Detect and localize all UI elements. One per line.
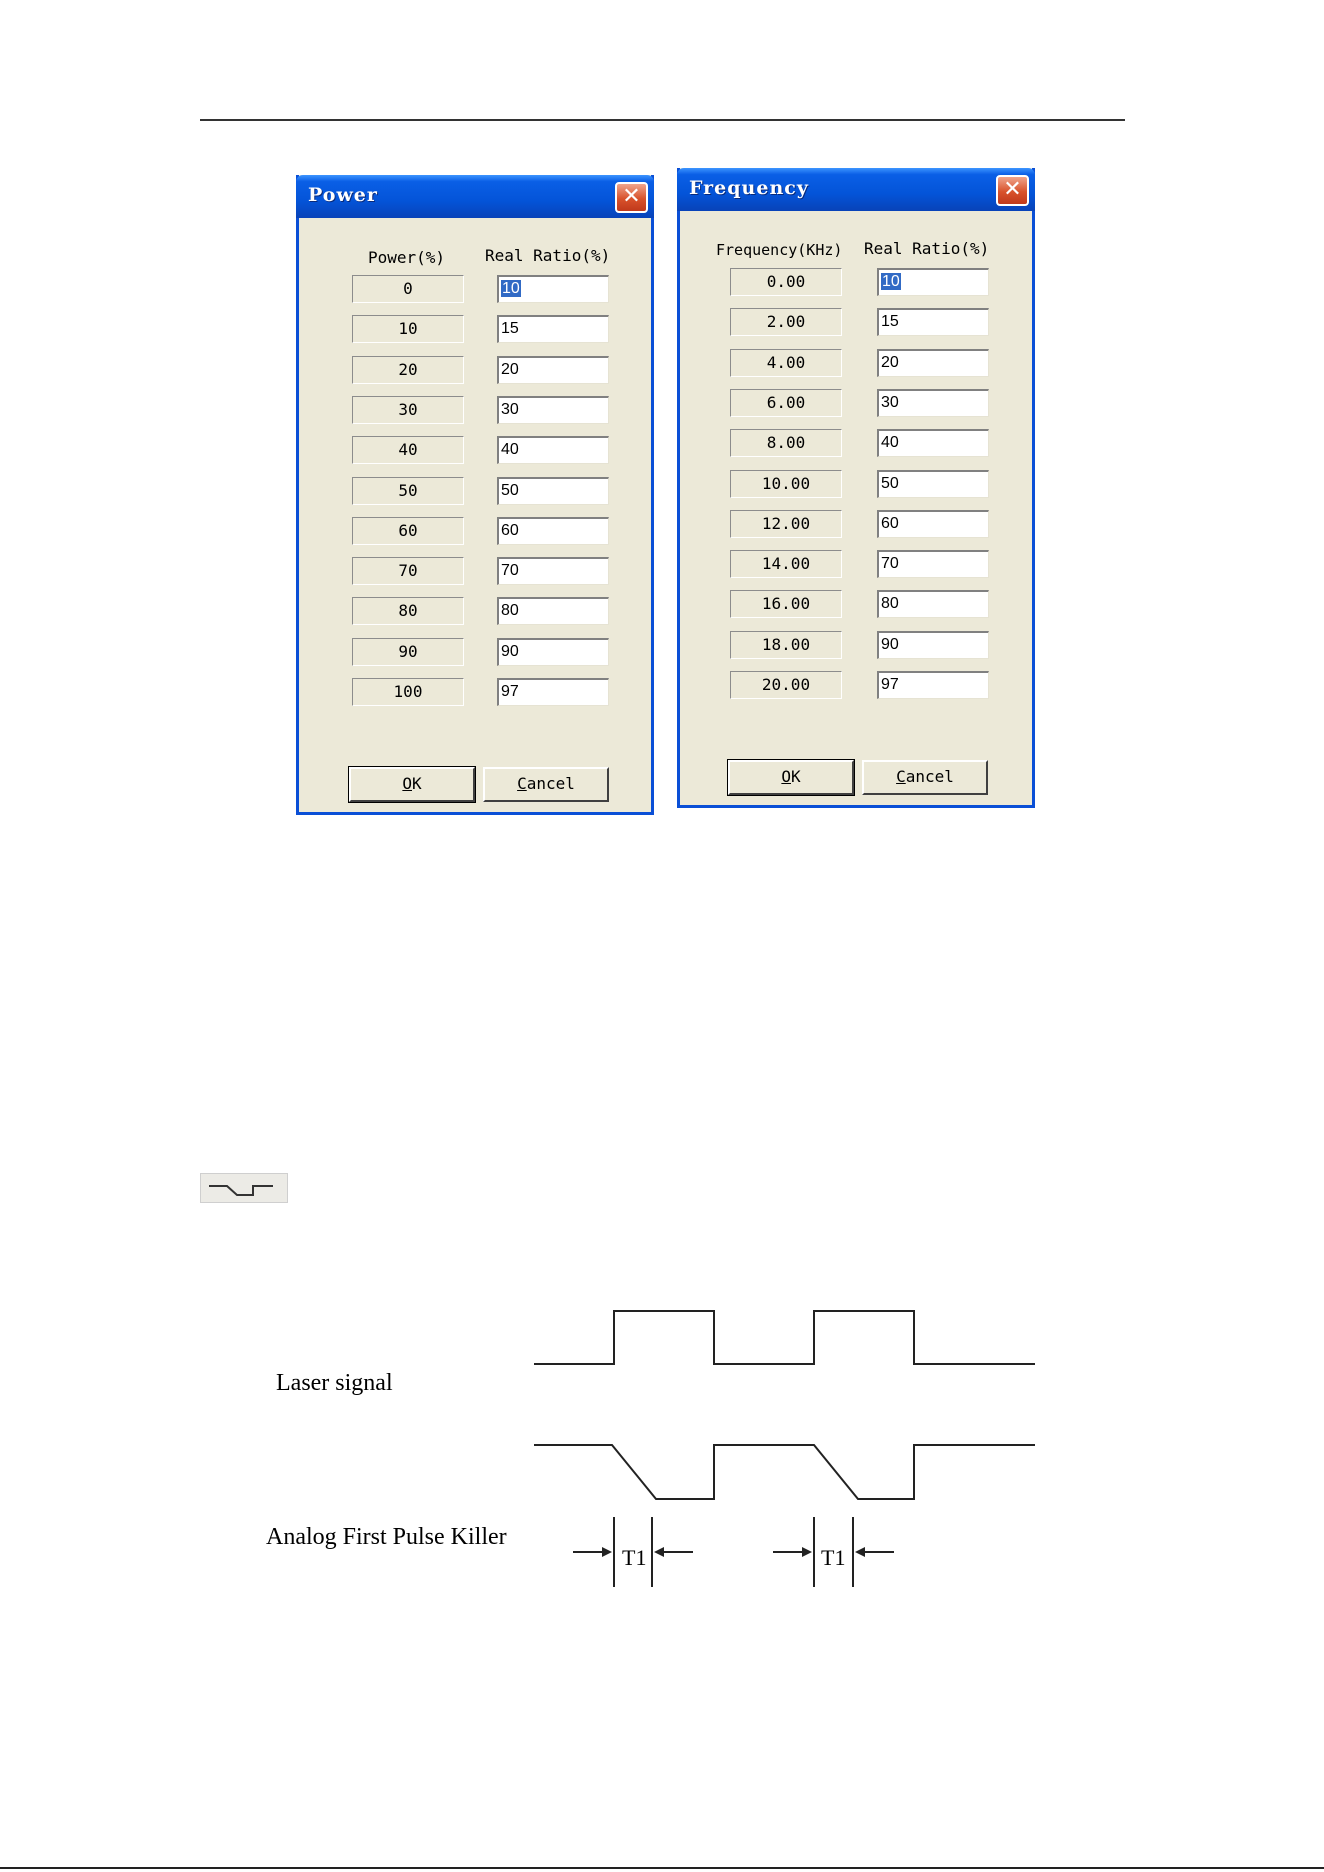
ok-label: K <box>791 767 801 786</box>
value-cell: 14.00 <box>730 550 842 578</box>
analog-first-pulse-killer-label: Analog First Pulse Killer <box>266 1524 507 1550</box>
real-ratio-input[interactable]: 15 <box>497 315 609 343</box>
frequency-column-header: Frequency(KHz) <box>716 241 843 259</box>
laser-signal-waveform <box>534 1311 1035 1364</box>
value-cell: 70 <box>352 557 464 585</box>
t1-label-2: T1 <box>821 1545 846 1570</box>
power-dialog-body <box>299 218 651 812</box>
cancel-label: ancel <box>905 767 954 786</box>
real-ratio-input[interactable]: 30 <box>497 396 609 424</box>
power-dialog-titlebar[interactable] <box>296 175 654 218</box>
real-ratio-input[interactable]: 40 <box>877 429 989 457</box>
real-ratio-input[interactable]: 97 <box>877 671 989 699</box>
real-ratio-input[interactable]: 90 <box>497 638 609 666</box>
frequency-dialog-body <box>680 211 1032 805</box>
table-row <box>299 678 651 712</box>
real-ratio-input[interactable]: 30 <box>877 389 989 417</box>
real-ratio-input[interactable]: 80 <box>497 597 609 625</box>
real-ratio-input[interactable]: 80 <box>877 590 989 618</box>
table-row <box>680 349 1032 383</box>
table-row <box>299 477 651 511</box>
table-row <box>680 671 1032 705</box>
frequency-dialog-titlebar[interactable] <box>677 168 1035 211</box>
value-cell: 100 <box>352 678 464 706</box>
value-cell: 2.00 <box>730 308 842 336</box>
frequency-dialog-title: Frequency <box>689 177 809 199</box>
value-cell: 50 <box>352 477 464 505</box>
value-cell: 20 <box>352 356 464 384</box>
selected-text: 10 <box>502 280 520 297</box>
real-ratio-input[interactable]: 40 <box>497 436 609 464</box>
ok-mnemonic: O <box>402 774 412 793</box>
table-row <box>680 470 1032 504</box>
real-ratio-column-header: Real Ratio(%) <box>864 239 990 258</box>
close-button[interactable]: ✕ <box>615 182 648 213</box>
value-cell: 10 <box>352 315 464 343</box>
value-cell: 20.00 <box>730 671 842 699</box>
real-ratio-input[interactable]: 20 <box>497 356 609 384</box>
value-cell: 16.00 <box>730 590 842 618</box>
value-cell: 10.00 <box>730 470 842 498</box>
value-cell: 60 <box>352 517 464 545</box>
selected-text: 10 <box>882 273 900 290</box>
real-ratio-input[interactable] <box>497 275 609 303</box>
real-ratio-column-header: Real Ratio(%) <box>485 246 611 265</box>
ok-mnemonic: O <box>781 767 791 786</box>
real-ratio-input[interactable]: 70 <box>877 550 989 578</box>
footer-rule <box>0 1867 1324 1869</box>
real-ratio-input[interactable]: 60 <box>877 510 989 538</box>
table-row <box>299 315 651 349</box>
table-row <box>299 396 651 430</box>
value-cell: 18.00 <box>730 631 842 659</box>
laser-signal-label: Laser signal <box>276 1370 393 1396</box>
ok-button[interactable] <box>349 767 475 802</box>
power-dialog <box>296 175 654 815</box>
table-row <box>680 590 1032 624</box>
value-cell: 40 <box>352 436 464 464</box>
real-ratio-input[interactable]: 50 <box>877 470 989 498</box>
table-row <box>299 436 651 470</box>
real-ratio-input[interactable]: 70 <box>497 557 609 585</box>
cancel-button[interactable] <box>483 767 609 802</box>
table-row <box>299 356 651 390</box>
analog-pulse-killer-waveform <box>534 1445 1035 1499</box>
real-ratio-input[interactable] <box>877 268 989 296</box>
value-cell: 4.00 <box>730 349 842 377</box>
value-cell: 80 <box>352 597 464 625</box>
table-row <box>680 510 1032 544</box>
t1-label: T1 <box>622 1545 647 1570</box>
ok-button[interactable] <box>728 760 854 795</box>
value-cell: 8.00 <box>730 429 842 457</box>
real-ratio-input[interactable]: 60 <box>497 517 609 545</box>
value-cell: 0.00 <box>730 268 842 296</box>
cancel-label: ancel <box>526 774 575 793</box>
frequency-dialog <box>677 168 1035 808</box>
table-row <box>299 557 651 591</box>
value-cell: 90 <box>352 638 464 666</box>
value-cell: 30 <box>352 396 464 424</box>
table-row <box>680 308 1032 342</box>
table-row <box>299 597 651 631</box>
real-ratio-input[interactable]: 20 <box>877 349 989 377</box>
table-row <box>680 631 1032 665</box>
ok-label: K <box>412 774 422 793</box>
real-ratio-input[interactable]: 50 <box>497 477 609 505</box>
analog-first-pulse-killer-icon[interactable] <box>200 1173 288 1203</box>
table-row <box>299 517 651 551</box>
table-row <box>680 268 1032 302</box>
cancel-mnemonic: C <box>517 774 527 793</box>
table-row <box>299 275 651 309</box>
real-ratio-input[interactable]: 90 <box>877 631 989 659</box>
close-button[interactable]: ✕ <box>996 175 1029 206</box>
cancel-button[interactable] <box>862 760 988 795</box>
real-ratio-input[interactable]: 15 <box>877 308 989 336</box>
table-row <box>680 429 1032 463</box>
table-row <box>680 550 1032 584</box>
value-cell: 6.00 <box>730 389 842 417</box>
value-cell: 12.00 <box>730 510 842 538</box>
power-dialog-title: Power <box>308 184 378 206</box>
table-row <box>299 638 651 672</box>
header-rule <box>200 119 1125 121</box>
table-row <box>680 389 1032 423</box>
cancel-mnemonic: C <box>896 767 906 786</box>
pulse-waveform-icon <box>201 1174 289 1204</box>
real-ratio-input[interactable]: 97 <box>497 678 609 706</box>
value-cell: 0 <box>352 275 464 303</box>
power-column-header: Power(%) <box>368 248 446 267</box>
